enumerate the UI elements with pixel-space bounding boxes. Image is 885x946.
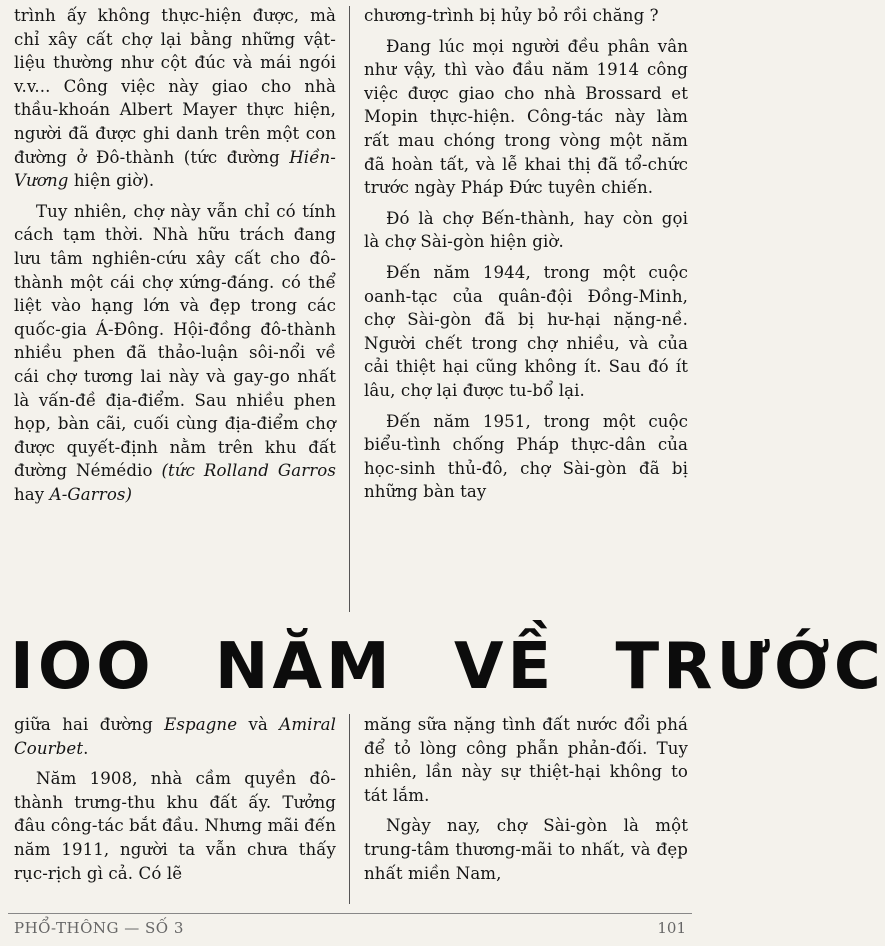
column-divider <box>349 714 350 904</box>
street-name: Espagne <box>164 715 238 734</box>
footer-divider <box>8 913 692 914</box>
paragraph <box>14 4 336 193</box>
street-name: Hiền-Vương <box>14 147 336 191</box>
paragraph-text: hay <box>14 484 50 504</box>
paragraph <box>14 713 336 760</box>
street-name: Amiral Courbet <box>14 715 336 758</box>
article-headline: IOO NĂM VỀ TRƯỚC <box>10 630 885 704</box>
column-bottom-right <box>364 713 688 885</box>
paragraph: Đến năm 1951, trong một cuộc biểu-tình chống Pháp thực-dân của học-sinh thủ-đô, chợ Sài-gòn đã bị những bàn tay <box>364 411 688 502</box>
column-bottom-left <box>14 713 336 885</box>
column-divider <box>349 6 350 612</box>
street-name: A-Garros) <box>49 484 133 504</box>
paragraph: Đang lúc mọi người đều phân vân như vậy, thì vào đầu năm 1914 công việc được giao cho nhà Brossard et Mopin thực-hiện. Công-tác này làm rất mau chóng trong vòng một năm đã hoàn tất, và lễ khai thị đã tổ-chức trước ngày Pháp Đức tuyên chiến. <box>364 36 688 198</box>
paragraph-text: giữa hai đường <box>14 715 165 734</box>
paragraph: Năm 1908, nhà cầm quyền đô-thành trưng-thu khu đất ấy. Tưởng đâu công-tác bắt đầu. Nhưng mãi đến năm 1911, người ta vẫn chưa thấy rục-rịch gì cả. Có lẽ <box>14 769 336 883</box>
paragraph: chương-trình bị hủy bỏ rồi chăng ? <box>364 6 659 25</box>
paragraph <box>14 200 336 507</box>
page-footer <box>14 919 686 941</box>
paragraph-text: Tuy nhiên, chợ này vẫn chỉ có tính cách tạm thời. Nhà hữu trách đang lưu tâm nghiên-cứu xây cất cho đô-thành một cái chợ xứng-đáng. có thể liệt vào hạng lớn và đẹp trong các quốc-gia Á-Đông. Hội-đồng đô-thành nhiều phen đã thảo-luận sôi-nổi về cái chợ tương lai này và gay-go nhất là vấn-đề địa-điểm. Sau nhiều phen họp, bàn cãi, cuối cùng địa-điểm chợ được quyết-định nằm trên khu đất đường Némédio <box>14 201 336 481</box>
column-top-left <box>14 4 336 506</box>
street-name: (tức Rolland Garros <box>161 461 336 481</box>
paragraph-text: trình ấy không thực-hiện được, mà chỉ xây cất chợ lại bằng những vật-liệu thường như cột đúc và mái ngói v.v... Công việc này giao cho nhà thầu-khoán Albert Mayer thực hiện, người đã được ghi danh trên một con đường ở Đô-thành (tức đường <box>14 6 336 167</box>
paragraph: măng sữa nặng tình đất nước đổi phá để tỏ lòng công phẫn phản-đối. Tuy nhiên, lần này sự thiệt-hại không to tát lắm. <box>364 715 688 805</box>
publication-name: PHỔ-THÔNG — SỐ 3 <box>14 919 184 937</box>
page-number: 101 <box>657 919 686 937</box>
paragraph-text: . <box>83 738 89 758</box>
paragraph: Đó là chợ Bến-thành, hay còn gọi là chợ Sài-gòn hiện giờ. <box>364 208 688 252</box>
paragraph-text: hiện giờ). <box>68 171 155 191</box>
paragraph: Ngày nay, chợ Sài-gòn là một trung-tâm thương-mãi to nhất, và đẹp nhất miền Nam, <box>364 816 688 883</box>
paragraph: Đến năm 1944, trong một cuộc oanh-tạc của quân-đội Đồng-Minh, chợ Sài-gòn đã bị hư-hại nặng-nề. Người chết trong chợ nhiều, và của cải thiệt hại cũng không ít. Sau đó ít lâu, chợ lại được tu-bổ lại. <box>364 262 688 400</box>
paragraph-text: và <box>237 715 280 734</box>
column-top-right <box>364 4 688 504</box>
